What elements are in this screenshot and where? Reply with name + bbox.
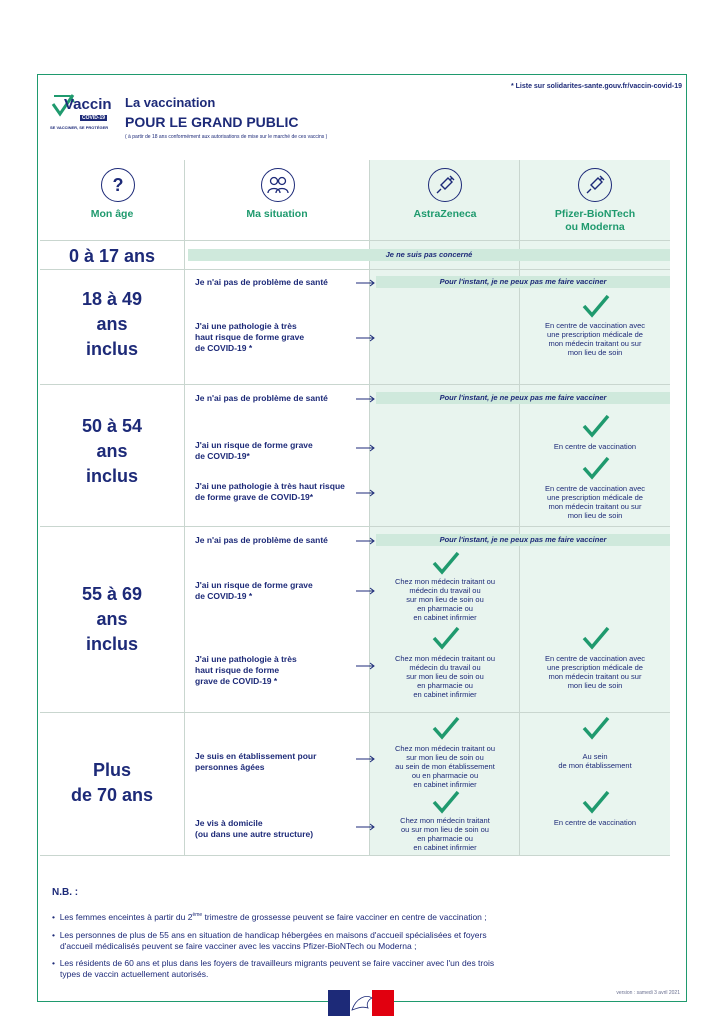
pfizer-cell-55-69-high-risk: En centre de vaccination avec une prescription médicale de mon médecin traitant ou sur mon lieu de soin (544, 654, 646, 690)
title-subtitle: ( à partir de 18 ans conformément aux autorisations de mise sur le marché de ces vaccins ) (125, 134, 328, 140)
arrow-right-icon (356, 537, 376, 545)
check-icon (582, 456, 610, 480)
pfizer-cell-50-54-high-risk: En centre de vaccination avec une prescription médicale de mon médecin traitant ou sur mon lieu de soin (544, 484, 646, 520)
az-cell-70-nursing-home: Chez mon médecin traitant ou sur mon lieu de soin ou au sein de mon établissement ou en pharmacie ou en cabinet infirmier (394, 744, 496, 789)
column-header-situation: Ma situation (246, 208, 308, 220)
age-group-0-17: 0 à 17 ans (68, 246, 156, 266)
column-divider (184, 160, 185, 855)
situation-nursing-home: Je suis en établissement pour personnes âgées (195, 751, 317, 772)
nb-item-1: • Les femmes enceintes à partir du 2ème trimestre de grossesse peuvent se faire vacciner en centre de vaccination ; (52, 911, 487, 922)
situation-risk-severe: J'ai un risque de forme grave de COVID-19 * (195, 580, 313, 601)
column-header-age: Mon âge (90, 208, 134, 220)
banner-cannot-vaccinate: Pour l'instant, je ne peux pas me faire vacciner (376, 276, 670, 288)
age-line: ans (96, 314, 128, 334)
arrow-right-icon (356, 489, 376, 497)
situation-no-health-problem: Je n'ai pas de problème de santé (195, 535, 328, 545)
age-line: 18 à 49 (81, 289, 143, 309)
check-icon (582, 414, 610, 438)
check-icon (432, 626, 460, 650)
az-cell-55-69-high-risk: Chez mon médecin traitant ou médecin du travail ou sur mon lieu de soin ou en pharmacie ou en cabinet infirmier (394, 654, 496, 699)
check-icon (432, 716, 460, 740)
nb-heading: N.B. : (52, 887, 79, 898)
row-divider (40, 240, 670, 241)
row-divider (40, 384, 670, 385)
nb-item-3: • Les résidents de 60 ans et plus dans les foyers de travailleurs migrants peuvent se faire vacciner avec l'un des trois types de vaccin actuellement autorisés. (52, 958, 495, 979)
arrow-right-icon (356, 395, 376, 403)
logo-tagline: SE VACCINER, SE PROTÉGER (50, 125, 109, 130)
title-line1: La vaccination (125, 95, 216, 110)
column-divider (369, 160, 370, 855)
age-group-70-plus: Plus de 70 ans (70, 760, 154, 805)
situation-at-home: Je vis à domicile (ou dans une autre structure) (195, 818, 314, 839)
pfizer-cell-70-at-home: En centre de vaccination (553, 818, 637, 827)
bullet: • (52, 911, 60, 922)
column-header-moderna: ou Moderna (565, 221, 625, 233)
banner-cannot-vaccinate: Pour l'instant, je ne peux pas me faire vacciner (376, 392, 670, 404)
bullet: • (52, 930, 60, 940)
arrow-right-icon (356, 279, 376, 287)
title-line2: POUR LE GRAND PUBLIC (125, 114, 299, 130)
az-cell-55-69-risk: Chez mon médecin traitant ou médecin du travail ou sur mon lieu de soin ou en pharmacie ou en cabinet infirmier (394, 577, 496, 622)
row-divider (40, 712, 670, 713)
situation-very-high-risk: J'ai une pathologie à très haut risque de forme grave de COVID-19 * (195, 321, 305, 353)
situation-very-high-risk: J'ai une pathologie à très haut risque de forme grave de COVID-19* (195, 481, 345, 502)
marianne-icon (346, 992, 376, 1014)
logo-badge: COVID-19 (82, 115, 106, 121)
french-republic-logo (328, 990, 394, 1016)
check-icon (582, 294, 610, 318)
situation-risk-severe: J'ai un risque de forme grave de COVID-19* (195, 440, 313, 461)
banner-cannot-vaccinate: Pour l'instant, je ne peux pas me faire vacciner (376, 534, 670, 546)
row-divider (40, 855, 670, 856)
check-icon (582, 790, 610, 814)
pfizer-cell-50-54-risk: En centre de vaccination (553, 442, 637, 451)
syringe-icon (428, 168, 462, 202)
situation-no-health-problem: Je n'ai pas de problème de santé (195, 277, 328, 287)
version-note: version : samedi 3 avril 2021 (616, 990, 680, 996)
age-line: inclus (85, 339, 138, 359)
arrow-right-icon (356, 755, 376, 763)
check-icon (582, 626, 610, 650)
check-icon (582, 716, 610, 740)
pfizer-cell-70-nursing-home: Au sein de mon établissement (558, 752, 632, 770)
arrow-right-icon (356, 587, 376, 595)
arrow-right-icon (356, 823, 376, 831)
arrow-right-icon (356, 662, 376, 670)
arrow-right-icon (356, 334, 376, 342)
logo-word: Vaccin (64, 96, 112, 113)
column-header-astrazeneca: AstraZeneca (413, 208, 477, 220)
age-group-50-54: 50 à 54 ans inclus (81, 416, 143, 486)
check-icon (432, 790, 460, 814)
pfizer-cell-18-49-high-risk: En centre de vaccination avec une prescription médicale de mon médecin traitant ou sur mon lieu de soin (544, 321, 646, 357)
vaccin-logo (50, 92, 112, 132)
bullet: • (52, 958, 60, 968)
az-cell-70-at-home: Chez mon médecin traitant ou sur mon lieu de soin ou en pharmacie ou en cabinet infirmier (400, 816, 490, 852)
row-divider (40, 269, 670, 270)
banner-not-concerned: Je ne suis pas concerné (188, 249, 670, 261)
arrow-right-icon (356, 444, 376, 452)
column-divider (519, 160, 520, 855)
column-header-pfizer: Pfizer-BioNTech (554, 208, 636, 220)
situation-very-high-risk: J'ai une pathologie à très haut risque de forme grave de COVID-19 * (195, 654, 297, 686)
row-divider (40, 526, 670, 527)
top-note: * Liste sur solidarites-sante.gouv.fr/vaccin-covid-19 (510, 83, 682, 90)
syringe-icon (578, 168, 612, 202)
age-group-55-69: 55 à 69 ans inclus (81, 584, 143, 654)
people-icon (261, 168, 295, 202)
nb-item-2: • Les personnes de plus de 55 ans en situation de handicap hébergées en maisons d'accueil spécialisées et foyers d'accueil médicalisés peuvent se faire vacciner avec les vaccins Pfizer-BioNTech ou Moderna ; (52, 930, 487, 951)
check-icon (432, 551, 460, 575)
question-head-icon: ? (101, 168, 135, 202)
age-group-18-49 (40, 287, 184, 362)
situation-no-health-problem: Je n'ai pas de problème de santé (195, 393, 328, 403)
